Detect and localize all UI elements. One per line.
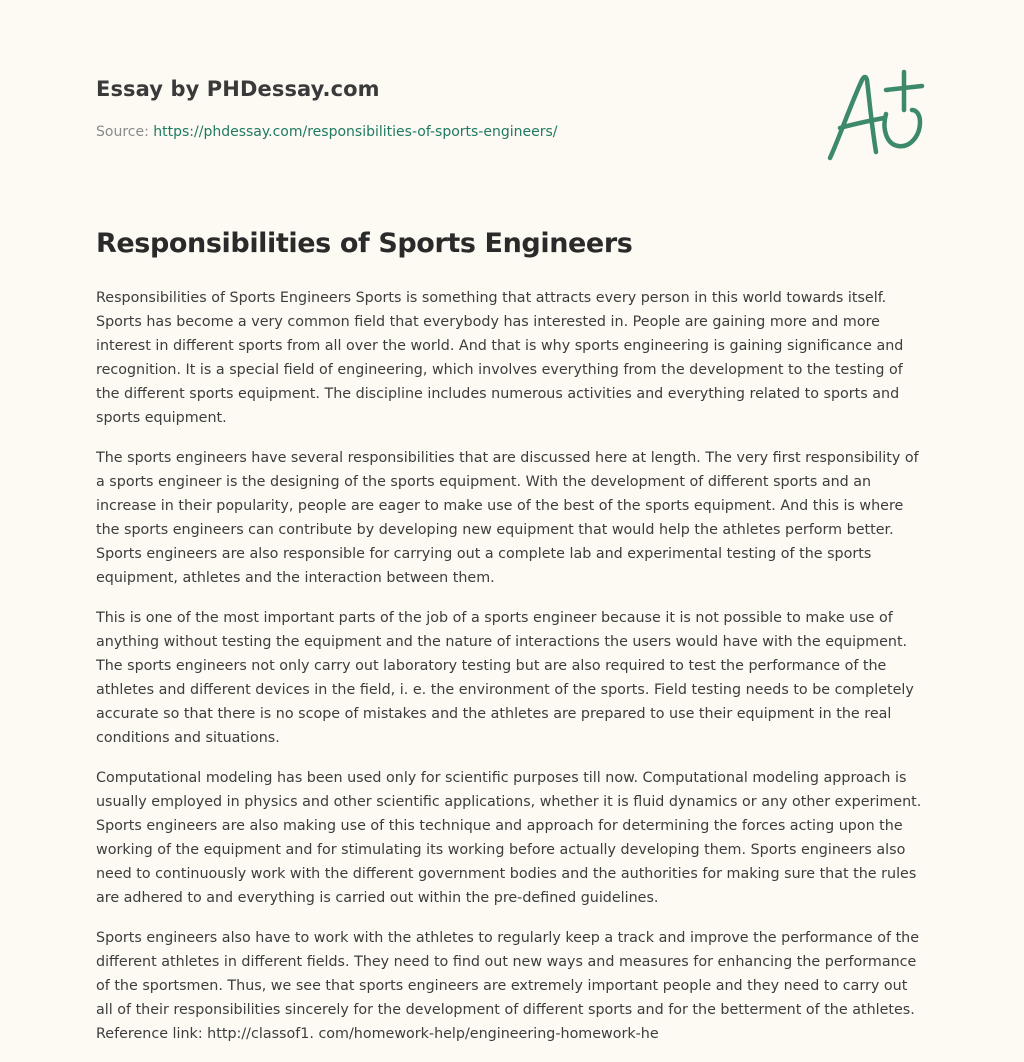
brand-title: Essay by PHDessay.com — [96, 77, 380, 101]
source-label: Source: — [96, 124, 149, 140]
article-body — [96, 286, 928, 1062]
a-plus-logo-icon — [820, 66, 930, 166]
page-header — [96, 74, 816, 142]
paragraph: Computational modeling has been used only for scientific purposes till now. Computational modeling approach is usually employed in physics and other scientific applications, whether it is fluid dynamics or any other experiment. Sports engineers are also making use of this technique and approach for determining the forces acting upon the working of the equipment and for stimulating its working before actually developing them. Sports engineers also need to continuously work with the different government bodies and the authorities for making sure that the rules are adhered to and everything is carried out within the pre-defined guidelines. — [96, 770, 922, 906]
source-link[interactable]: https://phdessay.com/responsibilities-of-sports-engineers/ — [153, 124, 558, 140]
paragraph: Sports engineers also have to work with the athletes to regularly keep a track and improve the performance of the different athletes in different fields. They need to find out new ways and measures for enhancing the performance of the sportsmen. Thus, we see that sports engineers are extremely important people and they need to carry out all of their responsibilities sincerely for the development of different sports and for the betterment of the athletes. Reference link: http://classof1. com/homework-help/engineering-homework-he — [96, 930, 920, 1042]
source-line — [96, 122, 816, 142]
article-title: Responsibilities of Sports Engineers — [96, 228, 633, 259]
paragraph: The sports engineers have several responsibilities that are discussed here at length. The very first responsibility of a sports engineer is the designing of the sports equipment. With the development of different sports and an increase in their popularity, people are eager to make use of the best of the sports equipment. And this is where the sports engineers can contribute by developing new equipment that would help the athletes perform better. Sports engineers are also responsible for carrying out a complete lab and experimental testing of the sports equipment, athletes and the interaction between them. — [96, 450, 919, 586]
paragraph: Responsibilities of Sports Engineers Sports is something that attracts every person in this world towards itself. Sports has become a very common field that everybody has interested in. People are gaining more and more interest in different sports from all over the world. And that is why sports engineering is gaining significance and recognition. It is a special field of engineering, which involves everything from the development to the testing of the different sports equipment. The discipline includes numerous activities and everything related to sports and sports equipment. — [96, 290, 904, 426]
paragraph: This is one of the most important parts of the job of a sports engineer because it is not possible to make use of anything without testing the equipment and the nature of interactions the users would have with the equipment. The sports engineers not only carry out laboratory testing but are also required to test the performance of the athletes and different devices in the field, i. e. the environment of the sports. Field testing needs to be completely accurate so that there is no scope of mistakes and the athletes are prepared to use their equipment in the real conditions and situations. — [96, 610, 914, 746]
